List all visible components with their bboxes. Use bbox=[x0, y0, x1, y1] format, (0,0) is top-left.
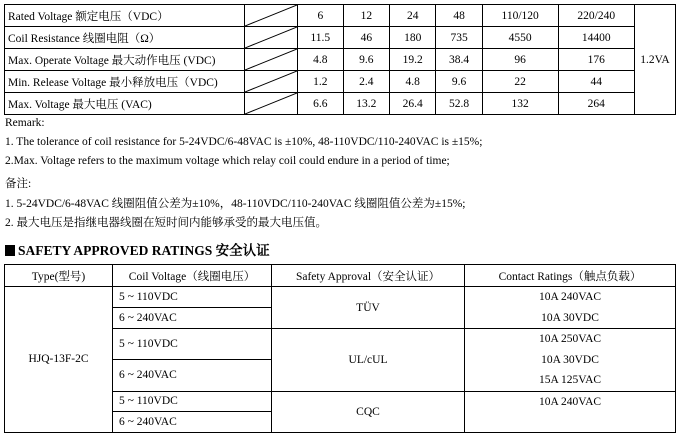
coil-voltage-cell: 6 ~ 240VAC bbox=[113, 308, 272, 329]
value-cell: 9.6 bbox=[343, 49, 389, 71]
value-cell: 22 bbox=[482, 71, 558, 93]
row-label: Max. Operate Voltage 最大动作电压 (VDC) bbox=[5, 49, 245, 71]
rating-line: 10A 240VAC bbox=[538, 291, 602, 303]
rating-line: 10A 30VDC bbox=[541, 311, 599, 324]
value-cell: 19.2 bbox=[390, 49, 436, 71]
coil-parameters-table bbox=[4, 4, 676, 115]
value-cell: 12 bbox=[343, 5, 389, 27]
diagonal-line bbox=[245, 71, 297, 92]
section-title-text: SAFETY APPROVED RATINGS 安全认证 bbox=[18, 243, 270, 258]
header-coil-voltage: Coil Voltage（线圈电压） bbox=[113, 265, 272, 287]
approval-cell: TÜV bbox=[272, 287, 465, 329]
table-row bbox=[5, 5, 676, 27]
coil-voltage-cell: 6 ~ 240VAC bbox=[113, 360, 272, 391]
remark-line-1: 1. The tolerance of coil resistance for 5-24VDC/6-48VAC is ±10%, 48-110VDC/110-240VAC is ±15%; bbox=[5, 136, 483, 148]
type-cell: HJQ-13F-2C bbox=[5, 287, 113, 433]
value-cell: 52.8 bbox=[436, 93, 482, 115]
value-cell: 1.2 bbox=[298, 71, 344, 93]
value-cell: 48 bbox=[436, 5, 482, 27]
ratings-cell bbox=[465, 329, 676, 392]
rating-line: 15A 125VAC bbox=[538, 374, 602, 386]
diagonal-line bbox=[245, 5, 297, 26]
diagonal-cell bbox=[245, 71, 298, 93]
row-label: Rated Voltage 额定电压（VDC） bbox=[5, 5, 245, 27]
value-cell: 132 bbox=[482, 93, 558, 115]
row-label: Max. Voltage 最大电压 (VAC) bbox=[5, 93, 245, 115]
value-cell: 110/120 bbox=[482, 5, 558, 27]
value-cell: 6.6 bbox=[298, 93, 344, 115]
value-cell: 38.4 bbox=[436, 49, 482, 71]
header-safety-approval: Safety Approval（安全认证） bbox=[272, 265, 465, 287]
value-cell: 4.8 bbox=[390, 71, 436, 93]
ratings-cell bbox=[465, 391, 676, 432]
diagonal-line bbox=[245, 27, 297, 48]
remark-heading-cn: 备注: bbox=[5, 178, 32, 190]
diagonal-cell bbox=[245, 49, 298, 71]
row-label: Coil Resistance 线圈电阻（Ω） bbox=[5, 27, 245, 49]
coil-voltage-cell: 5 ~ 110VDC bbox=[113, 287, 272, 308]
value-cell: 6 bbox=[298, 5, 344, 27]
value-cell: 264 bbox=[558, 93, 635, 115]
value-cell: 4.8 bbox=[298, 49, 344, 71]
table-header-row bbox=[5, 265, 676, 287]
value-cell: 11.5 bbox=[298, 27, 344, 49]
value-cell: 46 bbox=[343, 27, 389, 49]
approval-cell: UL/cUL bbox=[272, 329, 465, 392]
value-cell: 180 bbox=[390, 27, 436, 49]
value-cell: 176 bbox=[558, 49, 635, 71]
remark-line-1-cn: 1. 5-24VDC/6-48VAC 线圈阻值公差为±10%，48-110VDC/110-240VAC 线圈阻值公差为±15%; bbox=[5, 198, 466, 210]
coil-voltage-cell: 5 ~ 110VDC bbox=[113, 391, 272, 412]
approval-cell: CQC bbox=[272, 391, 465, 432]
value-cell: 13.2 bbox=[343, 93, 389, 115]
value-cell: 9.6 bbox=[436, 71, 482, 93]
header-type: Type(型号) bbox=[5, 265, 113, 287]
remark-heading: Remark: bbox=[5, 117, 45, 129]
value-cell: 2.4 bbox=[343, 71, 389, 93]
coil-power-cell: 1.2VA bbox=[635, 5, 676, 115]
diagonal-cell bbox=[245, 5, 298, 27]
coil-voltage-cell: 5 ~ 110VDC bbox=[113, 329, 272, 360]
remark-line-2: 2.Max. Voltage refers to the maximum voltage which relay coil could endure in a period of time; bbox=[5, 155, 450, 167]
table-row bbox=[5, 71, 676, 93]
section-title bbox=[5, 239, 270, 259]
safety-ratings-table bbox=[4, 264, 676, 433]
diagonal-cell bbox=[245, 93, 298, 115]
value-cell: 44 bbox=[558, 71, 635, 93]
value-cell: 14400 bbox=[558, 27, 635, 49]
table-row bbox=[5, 27, 676, 49]
remark-line-2-cn: 2. 最大电压是指继电器线圈在短时间内能够承受的最大电压值。 bbox=[5, 217, 327, 229]
rating-line: 10A 250VAC bbox=[538, 333, 602, 345]
diagonal-cell bbox=[245, 27, 298, 49]
rating-line: 10A 30VDC bbox=[541, 353, 599, 366]
diagonal-line bbox=[245, 93, 297, 114]
ratings-cell bbox=[465, 287, 676, 329]
row-label: Min. Release Voltage 最小释放电压（VDC) bbox=[5, 71, 245, 93]
diagonal-line bbox=[245, 49, 297, 70]
value-cell: 24 bbox=[390, 5, 436, 27]
header-contact-ratings: Contact Ratings（触点负载） bbox=[465, 265, 676, 287]
rating-line: 10A 240VAC bbox=[538, 395, 602, 408]
table-row bbox=[5, 287, 676, 308]
value-cell: 4550 bbox=[482, 27, 558, 49]
coil-voltage-cell: 6 ~ 240VAC bbox=[113, 412, 272, 433]
value-cell: 96 bbox=[482, 49, 558, 71]
value-cell: 220/240 bbox=[558, 5, 635, 27]
table-row bbox=[5, 93, 676, 115]
value-cell: 26.4 bbox=[390, 93, 436, 115]
value-cell: 735 bbox=[436, 27, 482, 49]
square-bullet-icon bbox=[5, 245, 15, 256]
table-row bbox=[5, 49, 676, 71]
